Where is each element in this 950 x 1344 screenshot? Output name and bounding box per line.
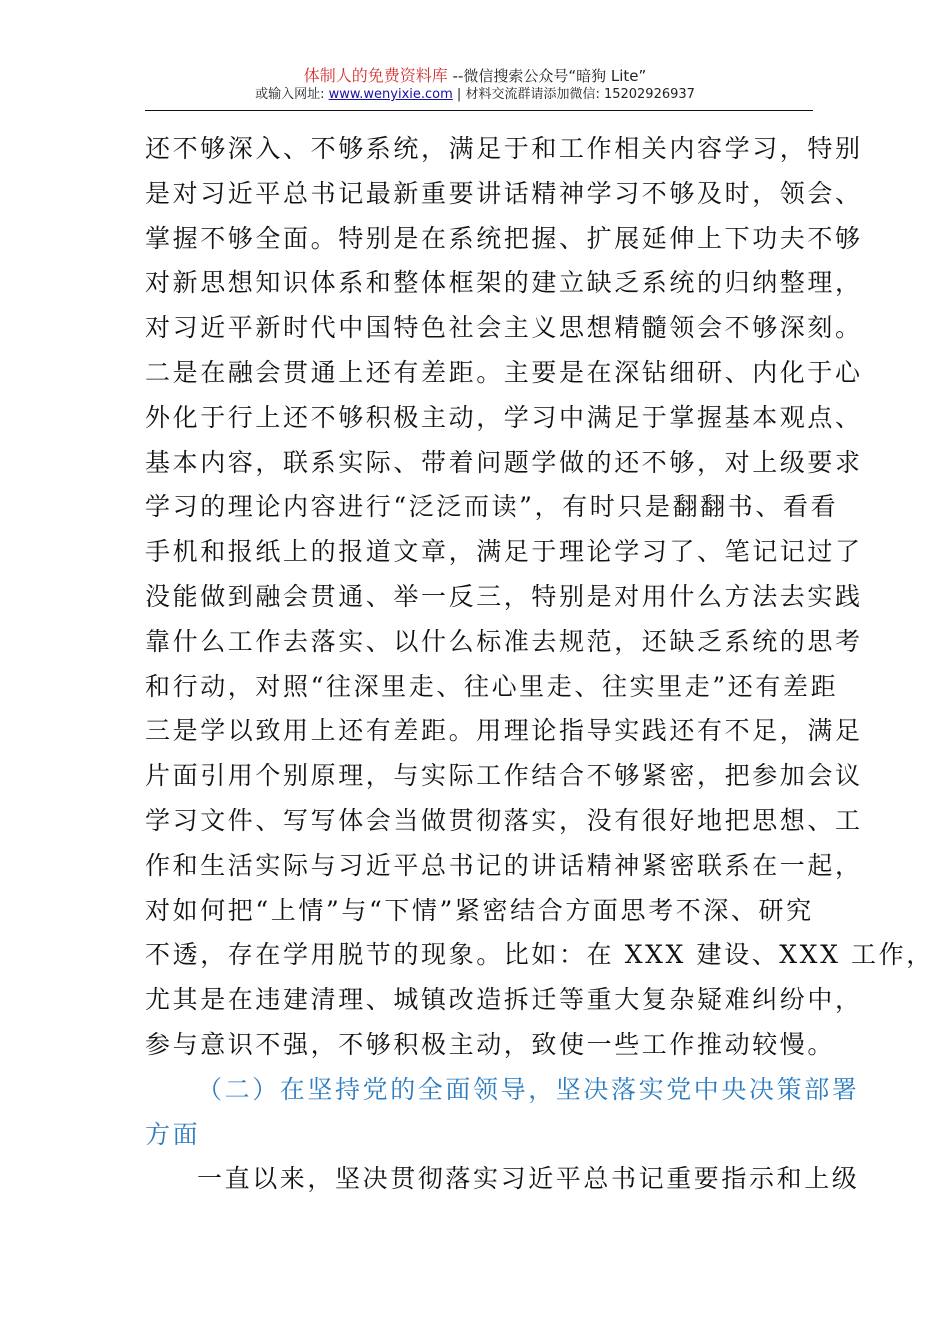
header-divider <box>145 110 813 111</box>
section-heading-line2: 方面 <box>145 1119 201 1149</box>
body-line: 学习的理论内容进行“泛泛而读”，有时只是翻翻书、看看 <box>145 492 839 522</box>
body-line: 参与意识不强，不够积极主动，致使一些工作推动较慢。 <box>145 1029 836 1059</box>
body-line: 二是在融会贯通上还有差距。主要是在深钻细研、内化于心 <box>145 357 863 387</box>
header-tagline: --微信搜索公众号“暗狗 Lite” <box>447 67 647 85</box>
body-line: 掌握不够全面。特别是在系统把握、扩展延伸上下功夫不够 <box>145 223 863 253</box>
page-header <box>0 66 950 104</box>
body-line: 对如何把“上情”与“下情”紧密结合方面思考不深、研究 <box>145 895 814 925</box>
header-line1 <box>0 66 950 86</box>
paragraph-start-line: 一直以来，坚决贯彻落实习近平总书记重要指示和上级 <box>197 1164 860 1194</box>
header-url-prefix: 或输入网址: <box>255 87 329 102</box>
body-line: 靠什么工作去落实、以什么标准去规范，还缺乏系统的思考 <box>145 626 863 656</box>
body-line: 是对习近平总书记最新重要讲话精神学习不够及时，领会、 <box>145 178 863 208</box>
body-line: 手机和报纸上的报道文章，满足于理论学习了、笔记记过了 <box>145 537 863 567</box>
section-heading-line1: （二）在坚持党的全面领导，坚决落实党中央决策部署 <box>197 1074 860 1104</box>
body-line: 对新思想知识体系和整体框架的建立缺乏系统的归纳整理， <box>145 268 863 298</box>
body-line: 尤其是在违建清理、城镇改造拆迁等重大复杂疑难纠纷中， <box>145 985 863 1015</box>
body-line: 外化于行上还不够积极主动，学习中满足于掌握基本观点、 <box>145 402 863 432</box>
body-line: 基本内容，联系实际、带着问题学做的还不够，对上级要求 <box>145 447 863 477</box>
body-line: 作和生活实际与习近平总书记的讲话精神紧密联系在一起， <box>145 850 863 880</box>
header-url-link[interactable]: www.wenyixie.com <box>328 87 453 102</box>
document-body <box>145 127 934 1202</box>
body-line: 学习文件、写写体会当做贯彻落实，没有很好地把思想、工 <box>145 805 863 835</box>
body-line: 和行动，对照“往深里走、往心里走、往实里走”还有差距 <box>145 671 839 701</box>
header-line2 <box>0 86 950 104</box>
header-contact: | 材料交流群请添加微信: 15202926937 <box>452 87 695 102</box>
body-line: 不透，存在学用脱节的现象。比如：在 XXX 建设、XXX 工作， <box>145 940 934 970</box>
header-brand: 体制人的免费资料库 <box>303 66 448 85</box>
body-line: 还不够深入、不够系统，满足于和工作相关内容学习，特别 <box>145 134 863 163</box>
body-line: 没能做到融会贯通、举一反三，特别是对用什么方法去实践 <box>145 581 863 611</box>
body-line: 对习近平新时代中国特色社会主义思想精髓领会不够深刻。 <box>145 313 863 343</box>
body-line: 片面引用个别原理，与实际工作结合不够紧密，把参加会议 <box>145 761 863 791</box>
body-line: 三是学以致用上还有差距。用理论指导实践还有不足，满足 <box>145 716 863 746</box>
